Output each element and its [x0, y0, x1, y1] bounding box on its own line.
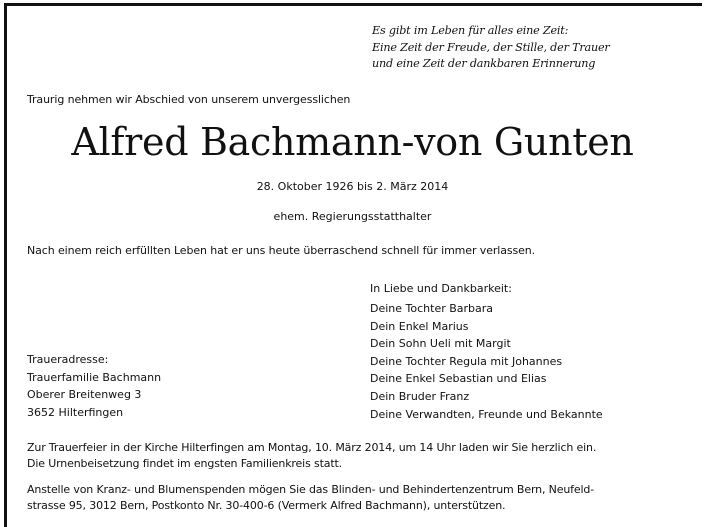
address-line: Oberer Breitenweg 3 — [27, 388, 142, 402]
mourner-item: Deine Verwandten, Freunde und Bekannte — [370, 407, 603, 421]
donations-line: strasse 95, 3012 Bern, Postkonto Nr. 30-400-6 (Vermerk Alfred Bachmann), unterstützen. — [27, 499, 506, 512]
mourner-item: Deine Tochter Regula mit Johannes — [370, 354, 563, 368]
deceased-name: Alfred Bachmann-von Gunten — [71, 120, 634, 164]
mourning-address — [27, 351, 161, 421]
donations-paragraph — [27, 482, 594, 514]
ceremony-paragraph — [27, 440, 596, 472]
mourner-item: Deine Tochter Barbara — [370, 302, 494, 315]
address-line: 3652 Hilterfingen — [27, 405, 124, 419]
mourner-item: Deine Enkel Sebastian und Elias — [370, 372, 547, 386]
address-label: Traueradresse: — [27, 353, 109, 366]
deceased-title: ehem. Regierungsstatthalter — [273, 210, 432, 223]
ceremony-line: Die Urnenbeisetzung findet im engsten Familienkreis statt. — [27, 457, 343, 470]
life-dates: 28. Oktober 1926 bis 2. März 2014 — [256, 180, 449, 193]
motto-line: Eine Zeit der Freude, der Stille, der Trauer — [372, 40, 610, 54]
address-line: Trauerfamilie Bachmann — [27, 370, 162, 384]
motto-quote — [372, 23, 692, 73]
motto-line: Es gibt im Leben für alles eine Zeit: — [372, 24, 569, 37]
donations-line: Anstelle von Kranz- und Blumenspenden mögen Sie das Blinden- und Behindertenzentrum Bern, Neufeld- — [27, 483, 595, 496]
mourner-item: Dein Enkel Marius — [370, 319, 469, 333]
mourner-item: Dein Sohn Ueli mit Margit — [370, 337, 511, 351]
statement-text: Nach einem reich erfüllten Leben hat er uns heute überraschend schnell für immer verlassen. — [27, 244, 536, 257]
border-left — [4, 3, 7, 527]
mourners-heading: In Liebe und Dankbarkeit: — [370, 282, 512, 295]
motto-line: und eine Zeit der dankbaren Erinnerung — [372, 57, 596, 70]
intro-text: Traurig nehmen wir Abschied von unserem unvergesslichen — [27, 93, 351, 106]
ceremony-line: Zur Trauerfeier in der Kirche Hilterfingen am Montag, 10. März 2014, um 14 Uhr laden wir Sie herzlich ein. — [27, 441, 597, 454]
mourners-list — [370, 280, 603, 423]
border-top — [4, 3, 702, 6]
mourner-item: Dein Bruder Franz — [370, 389, 470, 403]
